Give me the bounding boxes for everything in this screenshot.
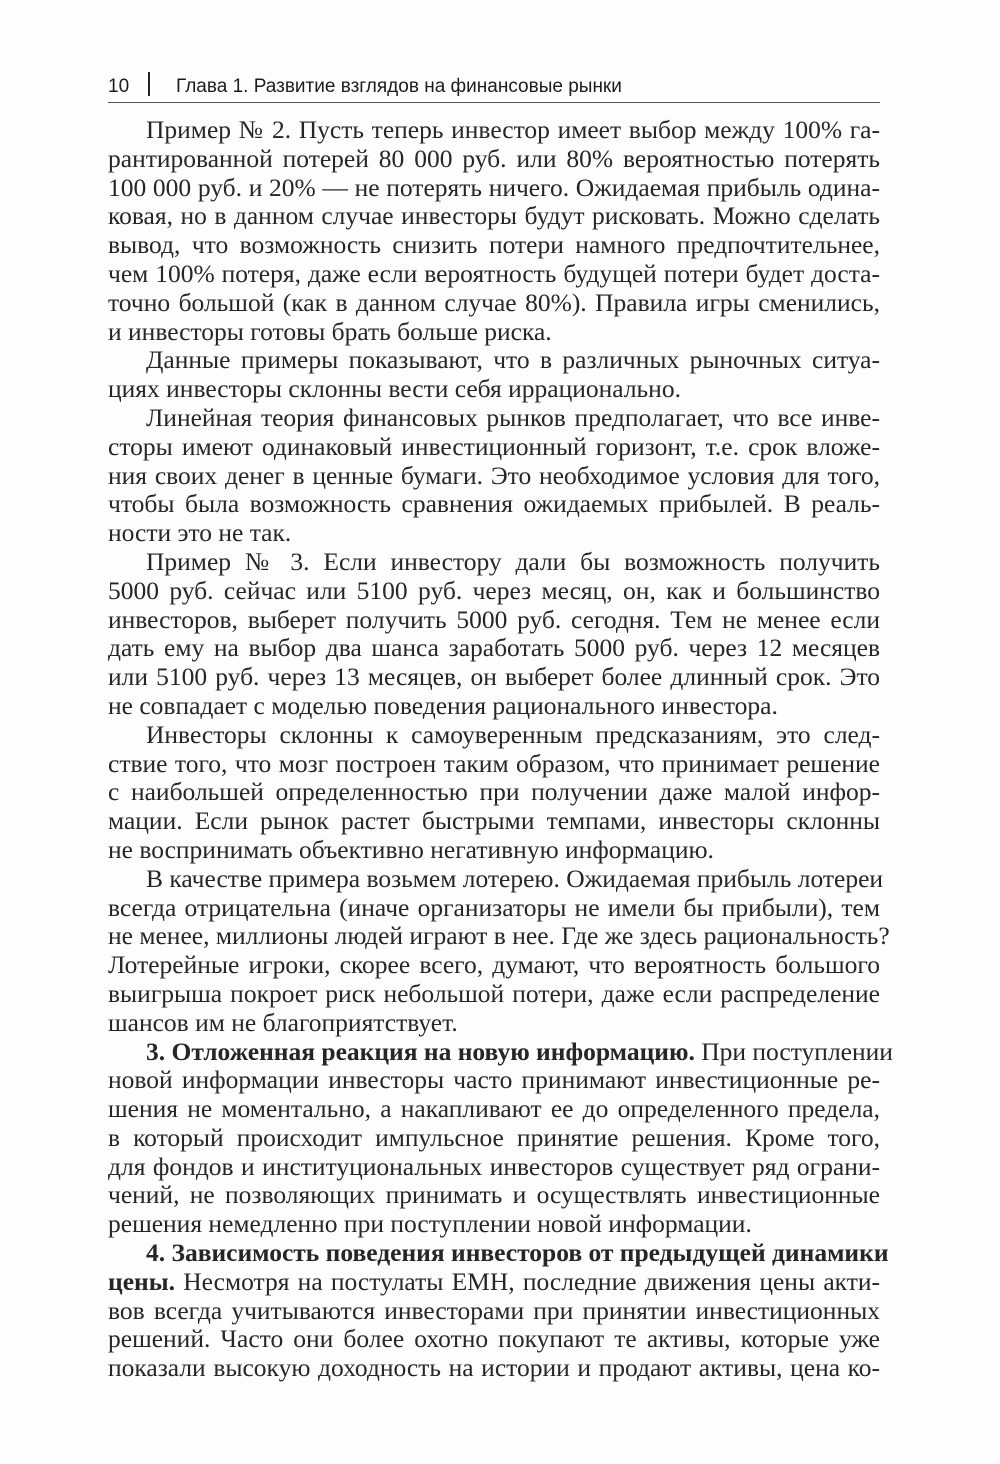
text-line: решений. Часто они более охотно покупают те активы, которые уже: [108, 1324, 880, 1354]
text-line: мации. Если рынок растет быстрыми темпами, инвесторы склонны: [108, 806, 880, 836]
paragraph: [108, 1036, 893, 1240]
text-line: в который происходит импульсное принятие решения. Кроме того,: [108, 1122, 880, 1152]
text-run: Несмотря на постулаты ЕМН, последние движения цены акти-: [175, 1266, 880, 1296]
text-line: Пример № 3. Если инвестору дали бы возможность получить: [146, 546, 880, 576]
page-body: [108, 115, 893, 1383]
text-line: для фондов и институциональных инвесторов существует ряд ограни-: [108, 1151, 880, 1181]
text-line: решения немедленно при поступлении новой информации.: [108, 1209, 752, 1239]
header-rule: [108, 102, 880, 103]
bold-heading: 3. Отложенная реакция на новую информацию.: [146, 1036, 695, 1066]
text-line: чем 100% потеря, даже если вероятность будущей потери будет доста-: [108, 258, 880, 288]
text-line: и инвесторы готовы брать больше риска.: [108, 316, 552, 346]
paragraph: [108, 346, 880, 404]
text-line: не менее, миллионы людей играют в нее. Где же здесь рациональность?: [108, 921, 890, 951]
running-header: [108, 70, 880, 104]
text-line: с наибольшей определенностью при получении даже малой инфор-: [108, 777, 880, 807]
text-line: или 5100 руб. через 13 месяцев, он выберет более длинный срок. Это: [108, 662, 880, 692]
text-line: ствие того, что мозг построен таким образом, что принимает решение: [108, 748, 880, 778]
text-line: дать ему на выбор два шанса заработать 5000 руб. через 12 месяцев: [108, 633, 880, 663]
page-number: 10: [108, 76, 130, 97]
text-line: 5000 руб. сейчас или 5100 руб. через месяц, он, как и большинство: [108, 575, 880, 605]
paragraph: [108, 1238, 889, 1383]
text-line: чтобы была возможность сравнения ожидаемых прибылей. В реаль-: [108, 489, 880, 519]
text-line: [108, 1036, 893, 1067]
text-line: Пример № 2. Пусть теперь инвестор имеет выбор между 100% га-: [146, 115, 880, 144]
text-line: всегда отрицательна (иначе организаторы не имели бы прибыли), тем: [108, 892, 880, 922]
text-line: инвесторов, выберет получить 5000 руб. сегодня. Тем не менее если: [108, 604, 880, 634]
text-line: выигрыша покроет риск небольшой потери, даже если распределение: [108, 978, 880, 1008]
header-separator: [148, 72, 150, 96]
text-line: циях инвесторы склонны вести себя иррационально.: [108, 374, 681, 404]
text-line: показали высокую доходность на истории и продают активы, цена ко-: [108, 1353, 880, 1383]
text-line: не совпадает с моделью поведения рационального инвестора.: [108, 690, 778, 720]
bold-heading-continued: цены.: [108, 1266, 175, 1296]
text-line: 100 000 руб. и 20% — не потерять ничего. Ожидаемая прибыль одина-: [108, 172, 880, 202]
paragraph: [108, 404, 880, 548]
text-line: вывод, что возможность снизить потери намного предпочтительнее,: [108, 230, 880, 260]
text-line: Данные примеры показывают, что в различных рыночных ситуа-: [146, 345, 880, 375]
bold-heading: 4. Зависимость поведения инвесторов от предыдущей динамики: [146, 1238, 889, 1268]
paragraph: [108, 116, 880, 346]
text-line: ковая, но в данном случае инвесторы будут рисковать. Можно сделать: [108, 201, 880, 231]
text-line: новой информации инвесторы часто принимают инвестиционные ре-: [108, 1065, 880, 1095]
text-line: вов всегда учитываются инвесторами при принятии инвестиционных: [108, 1295, 880, 1325]
text-line: ния своих денег в ценные бумаги. Это необходимое условия для того,: [108, 460, 880, 490]
text-line: точно большой (как в данном случае 80%). Правила игры сменились,: [108, 287, 880, 317]
text-line: рантированной потерей 80 000 руб. или 80% вероятностью потерять: [108, 143, 880, 173]
text-line: ности это не так.: [108, 518, 292, 548]
paragraph: [108, 721, 880, 865]
chapter-title: Глава 1. Развитие взглядов на финансовые рынки: [176, 76, 622, 97]
text-line: [108, 1238, 889, 1268]
text-line: В качестве примера возьмем лотерею. Ожидаемая прибыль лотереи: [146, 863, 884, 893]
text-line: Лотерейные игроки, скорее всего, думают, что вероятность большого: [108, 950, 880, 980]
text-line: не воспринимать объективно негативную информацию.: [108, 834, 714, 864]
text-line: сторы имеют одинаковый инвестиционный горизонт, т.е. срок вложе-: [108, 431, 880, 461]
text-line: Линейная теория финансовых рынков предполагает, что все инве-: [146, 402, 880, 432]
text-line: шения не моментально, а накапливают ее до определенного предела,: [108, 1094, 880, 1124]
text-line: Инвесторы склонны к самоуверенным предсказаниям, это след-: [146, 719, 880, 749]
text-run: При поступлении: [694, 1036, 893, 1066]
paragraph: [108, 548, 880, 721]
text-line: [108, 1268, 880, 1297]
text-line: шансов им не благоприятствует.: [108, 1007, 458, 1037]
text-line: чений, не позволяющих принимать и осуществлять инвестиционные: [108, 1180, 880, 1210]
paragraph: [108, 863, 890, 1038]
